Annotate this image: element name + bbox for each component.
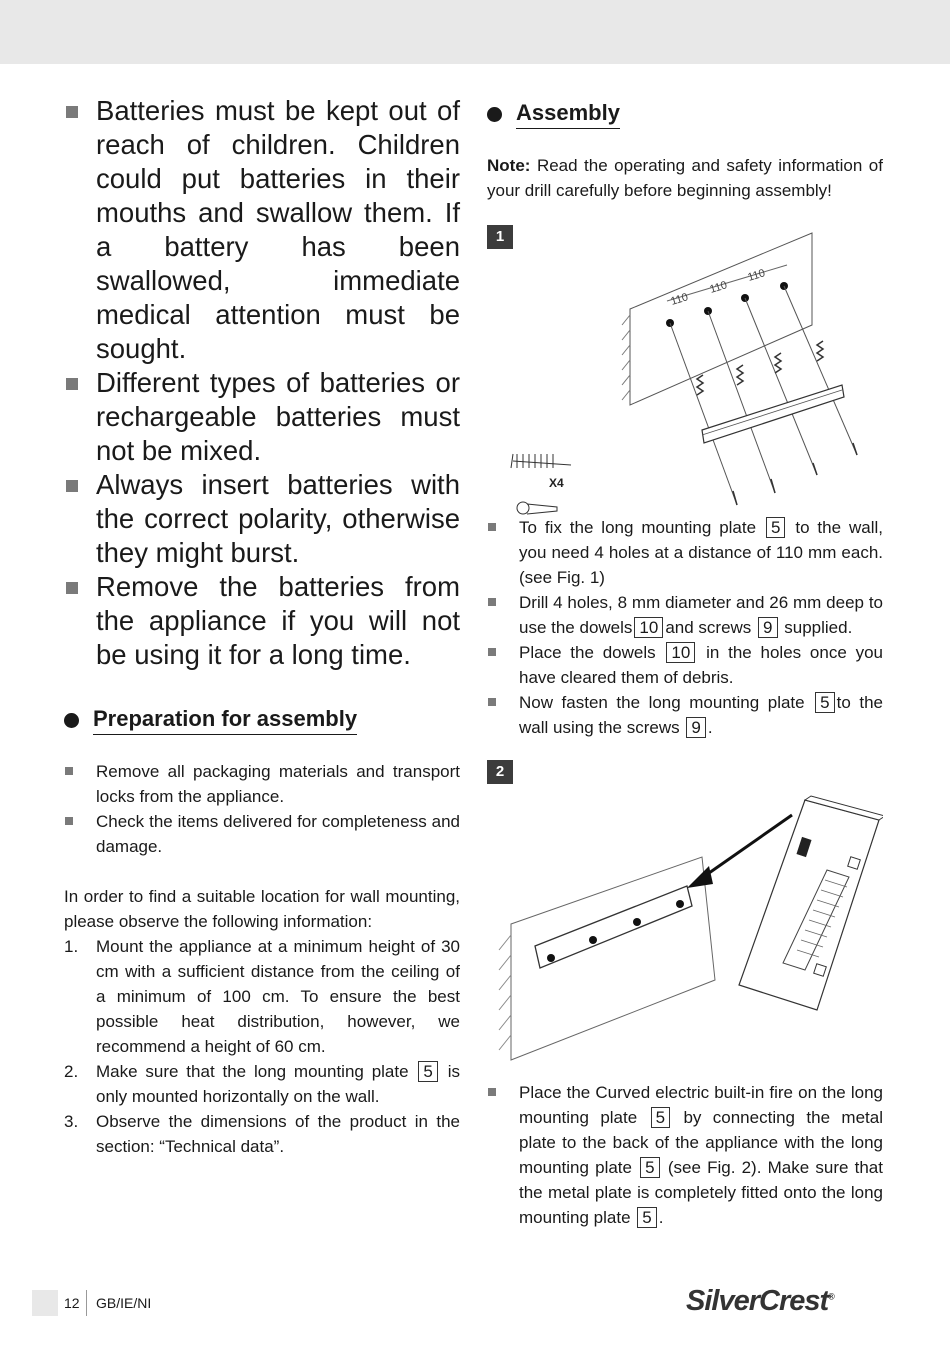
square-bullet-icon: [66, 480, 78, 492]
list-item: 2. Make sure that the long mounting plate 5 is only mounted horizontally on the wall.: [64, 1062, 460, 1106]
list-item: Batteries must be kept out of reach of children. Children could put batteries in their mouths and swallow them. If a battery has been swallowed, immediate medical attention must be sought.: [64, 94, 460, 366]
list-item: Place the Curved electric built-in fire on the long mounting plate 5 by connecting the metal plate to the back of the appliance with the long mounting plate 5 (see Fig. 2). Make sure that the metal plate is completely fitted onto the long mounting plate 5 .: [487, 1080, 883, 1230]
assembly-note: Note: Read the operating and safety information of your drill carefully before beginning assembly!: [487, 156, 883, 200]
square-bullet-icon: [66, 378, 78, 390]
part-ref-box: 10: [666, 642, 695, 663]
square-bullet-icon: [66, 582, 78, 594]
page-tab: [32, 1290, 58, 1316]
dimension-label: 110: [746, 267, 767, 284]
part-ref-box: 10: [634, 617, 663, 638]
figure-label: 1: [487, 225, 513, 249]
dowel-icon: [517, 502, 557, 514]
screw-icon: [511, 454, 571, 468]
quantity-label: X4: [549, 476, 564, 490]
right-column: [487, 100, 883, 1230]
bullet-dot-icon: [64, 713, 79, 728]
figure-2: [487, 760, 883, 1080]
brand-logo: SilverCrest®: [686, 1285, 834, 1317]
figure-1: [487, 225, 883, 515]
list-item: Always insert batteries with the correct polarity, otherwise they might burst.: [64, 468, 460, 570]
square-bullet-icon: [66, 106, 78, 118]
language-code: GB/IE/NI: [96, 1295, 152, 1311]
section-title: Assembly: [516, 100, 620, 129]
footer-divider: [86, 1290, 87, 1316]
left-column: [64, 94, 460, 1159]
prep-intro: In order to find a suitable location for wall mounting, please observe the following information:: [64, 887, 460, 931]
battery-warnings: [64, 94, 460, 672]
list-item: Different types of batteries or rechargeable batteries must not be mixed.: [64, 366, 460, 468]
square-bullet-icon: [488, 1088, 496, 1096]
assembly-steps-1: [487, 515, 883, 740]
part-ref-box: 9: [686, 717, 705, 738]
assembly-heading: [487, 100, 883, 129]
page-header-bar: [0, 0, 950, 64]
dimension-label: 110: [669, 291, 690, 308]
part-ref-box: 9: [758, 617, 777, 638]
list-item: Remove the batteries from the appliance if you will not be using it for a long time.: [64, 570, 460, 672]
prep-heading: [64, 706, 460, 735]
list-item: Now fasten the long mounting plate 5 to the wall using the screws 9 .: [487, 690, 883, 740]
square-bullet-icon: [488, 598, 496, 606]
part-ref-box: 5: [637, 1207, 656, 1228]
bullet-dot-icon: [487, 107, 502, 122]
wall-drilling-diagram: [487, 225, 883, 515]
square-bullet-icon: [65, 767, 73, 775]
list-item: To fix the long mounting plate 5 to the wall, you need 4 holes at a distance of 110 mm each. (see Fig. 1): [487, 515, 883, 590]
part-ref-box: 5: [651, 1107, 670, 1128]
figure-label: 2: [487, 760, 513, 784]
prep-steps: [64, 934, 460, 1159]
dimension-label: 110: [708, 279, 729, 296]
part-ref-box: 5: [640, 1157, 659, 1178]
list-item: Drill 4 holes, 8 mm diameter and 26 mm deep to use the dowels 10 and screws 9 supplied.: [487, 590, 883, 640]
page-number: 12: [64, 1295, 80, 1311]
square-bullet-icon: [488, 698, 496, 706]
appliance-mounting-diagram: [487, 760, 883, 1080]
square-bullet-icon: [488, 648, 496, 656]
assembly-steps-2: [487, 1080, 883, 1230]
part-ref-box: 5: [766, 517, 785, 538]
list-item: Remove all packaging materials and transport locks from the appliance.: [64, 759, 460, 809]
part-ref-box: 5: [418, 1061, 437, 1082]
prep-list: [64, 759, 460, 859]
square-bullet-icon: [488, 523, 496, 531]
square-bullet-icon: [65, 817, 73, 825]
part-ref-box: 5: [815, 692, 834, 713]
list-item: 3. Observe the dimensions of the product in the section: “Technical data”.: [64, 1112, 460, 1156]
list-item: Check the items delivered for completeness and damage.: [64, 809, 460, 859]
section-title: Preparation for assembly: [93, 706, 357, 735]
list-item: 1. Mount the appliance at a minimum height of 30 cm with a sufficient distance from the ceiling of a minimum of 100 cm. To ensure the best possible heat distribution, however, we recommend a height of 60 cm.: [64, 937, 460, 1056]
list-item: Place the dowels 10 in the holes once you have cleared them of debris.: [487, 640, 883, 690]
